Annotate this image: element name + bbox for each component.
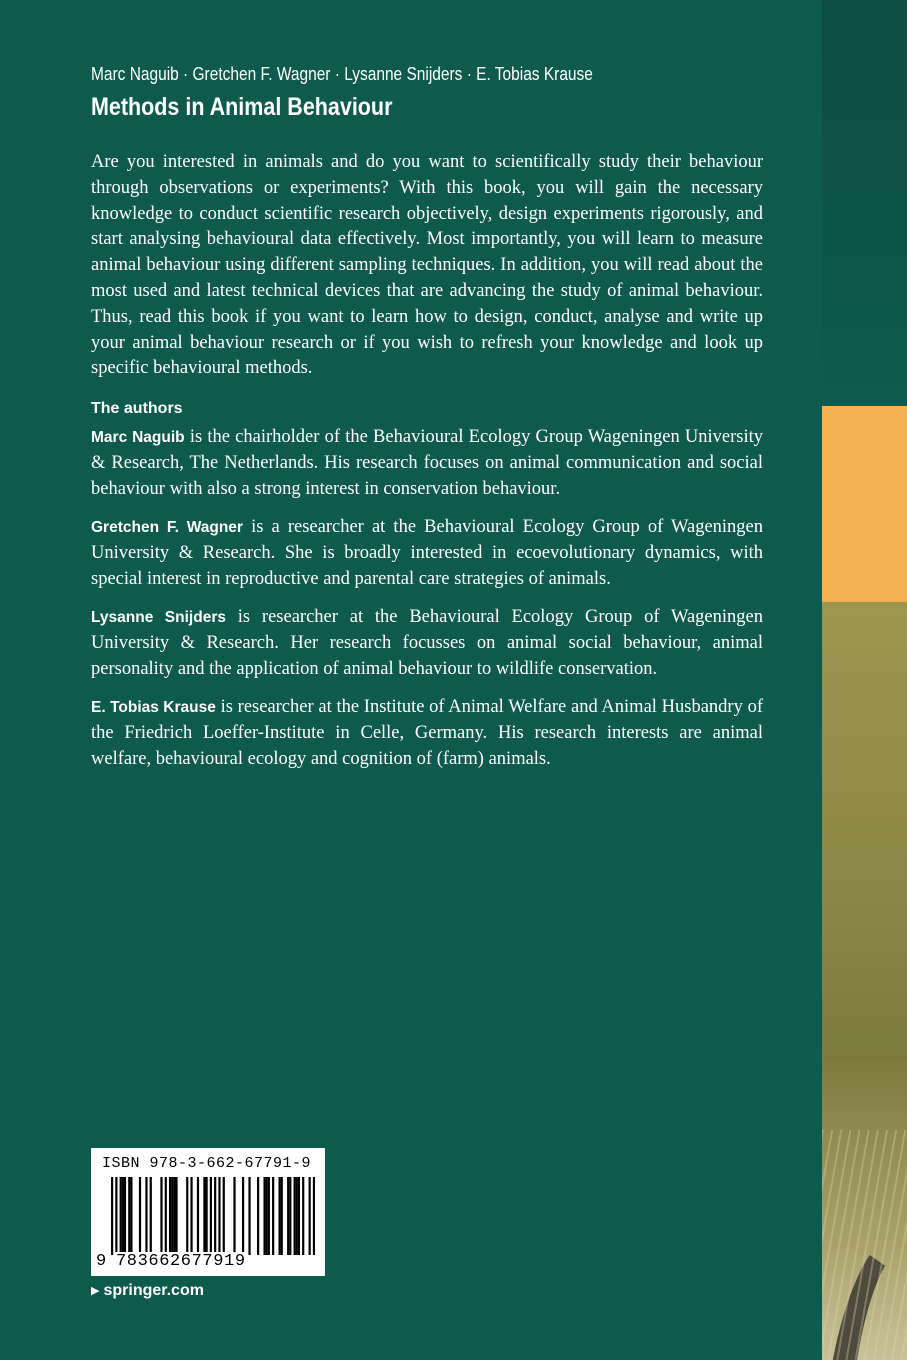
barcode-bar bbox=[294, 1177, 296, 1255]
blurb-text: Are you interested in animals and do you want to scientifically study their behaviour through observations or experiments? With this book, you will gain the necessary knowledge to conduct scientific research objectively, design experiments rigorously, and start analysing behavioural data effectively. Most importantly, you will learn to measure animal behaviour using different sampling techniques. In addition, you will read about the most used and latest technical devices that are advancing the study of animal behaviour. Thus, read this book if you want to learn how to design, conduct, analyse and write up your animal behaviour research or if you wish to refresh your knowledge and look up specific behavioural methods. bbox=[91, 152, 763, 379]
barcode-bar bbox=[302, 1177, 304, 1255]
barcode-bar bbox=[190, 1177, 192, 1255]
spine-top bbox=[822, 0, 907, 406]
author-bio bbox=[91, 515, 763, 592]
grass-image bbox=[822, 1130, 907, 1360]
barcode-bar bbox=[248, 1177, 250, 1255]
author-name: Marc Naguib bbox=[91, 429, 185, 446]
author-name: E. Tobias Krause bbox=[91, 699, 216, 716]
barcode-bar bbox=[218, 1177, 220, 1255]
barcode-bar bbox=[205, 1177, 207, 1255]
author-name: Lysanne Snijders bbox=[91, 609, 226, 626]
author-bio bbox=[91, 425, 763, 502]
barcode-bar bbox=[173, 1177, 175, 1255]
barcode-bar bbox=[263, 1177, 265, 1255]
barcode-bar bbox=[115, 1177, 117, 1255]
authors-line: Marc Naguib · Gretchen F. Wagner · Lysanne Snijders · E. Tobias Krause bbox=[91, 64, 593, 84]
barcode-bar bbox=[122, 1177, 124, 1255]
barcode-bar bbox=[281, 1177, 283, 1255]
barcode-first-digit: 9 bbox=[96, 1252, 107, 1271]
barcode-bar bbox=[175, 1177, 177, 1255]
author-bio-text: is researcher at the Institute of Animal Welfare and Animal Husbandry of the Friedrich Loeffer-Institute in Celle, Germany. His research interests are animal welfare, behavioural ecology and cognition of (farm) animals. bbox=[91, 697, 763, 769]
authors-heading: The authors bbox=[91, 400, 183, 417]
barcode-bar bbox=[139, 1177, 141, 1255]
barcode-bar bbox=[296, 1177, 298, 1255]
barcode-bar bbox=[210, 1177, 212, 1255]
barcode-bar bbox=[160, 1177, 162, 1255]
arrow-right-icon: ▶ bbox=[91, 1285, 100, 1297]
barcode-bar bbox=[197, 1177, 199, 1255]
author-bio-text: is researcher at the Behavioural Ecology Group of Wageningen University & Research. Her research focusses on animal social behaviour, animal personality and the application of animal behaviour to wildlife conservation. bbox=[91, 607, 763, 679]
barcode-bar bbox=[145, 1177, 147, 1255]
isbn-label: ISBN 978-3-662-67791-9 bbox=[102, 1155, 312, 1172]
author-bio bbox=[91, 605, 763, 682]
barcode-bar bbox=[257, 1177, 259, 1255]
author-bio-text: is the chairholder of the Behavioural Ecology Group Wageningen University & Research, The Netherlands. His research focuses on animal communication and social behaviour with also a strong interest in conservation behaviour. bbox=[91, 427, 764, 499]
barcode-bar bbox=[233, 1177, 235, 1255]
spine-edge bbox=[822, 0, 907, 1360]
barcode-bar bbox=[203, 1177, 205, 1255]
barcode-bar bbox=[124, 1177, 126, 1255]
barcode-bars bbox=[111, 1177, 315, 1255]
barcode-bar bbox=[309, 1177, 311, 1255]
barcode-bar bbox=[150, 1177, 152, 1255]
barcode-digits: 783662677919 bbox=[116, 1252, 246, 1271]
isbn-barcode bbox=[91, 1148, 325, 1276]
barcode-bar bbox=[268, 1177, 270, 1255]
barcode-bar bbox=[171, 1177, 173, 1255]
barcode-bar bbox=[111, 1177, 113, 1255]
spine-photo bbox=[822, 602, 907, 1360]
barcode-bar bbox=[287, 1177, 289, 1255]
barcode-bar bbox=[120, 1177, 122, 1255]
author-name: Gretchen F. Wagner bbox=[91, 519, 243, 536]
barcode-bar bbox=[165, 1177, 167, 1255]
barcode-bar bbox=[266, 1177, 268, 1255]
barcode-bar bbox=[313, 1177, 315, 1255]
barcode-bar bbox=[186, 1177, 188, 1255]
barcode-bar bbox=[272, 1177, 274, 1255]
publisher-link[interactable] bbox=[91, 1282, 204, 1300]
author-bio bbox=[91, 695, 763, 772]
publisher-url: springer.com bbox=[103, 1282, 204, 1299]
barcode-bar bbox=[242, 1177, 244, 1255]
barcode-bar bbox=[169, 1177, 171, 1255]
barcode-bar bbox=[214, 1177, 216, 1255]
book-title: Methods in Animal Behaviour bbox=[91, 93, 393, 121]
barcode-bar bbox=[128, 1177, 130, 1255]
barcode-bar bbox=[130, 1177, 132, 1255]
barcode-bar bbox=[223, 1177, 225, 1255]
barcode-bar bbox=[278, 1177, 280, 1255]
author-bio-text: is a researcher at the Behavioural Ecology Group of Wageningen University & Research. She is broadly interested in ecoevolutionary dynamics, with special interest in reproductive and parental care strategies of animals. bbox=[91, 517, 764, 589]
barcode-bar bbox=[289, 1177, 291, 1255]
barcode-bar bbox=[298, 1177, 300, 1255]
spine-color-band bbox=[822, 406, 907, 602]
